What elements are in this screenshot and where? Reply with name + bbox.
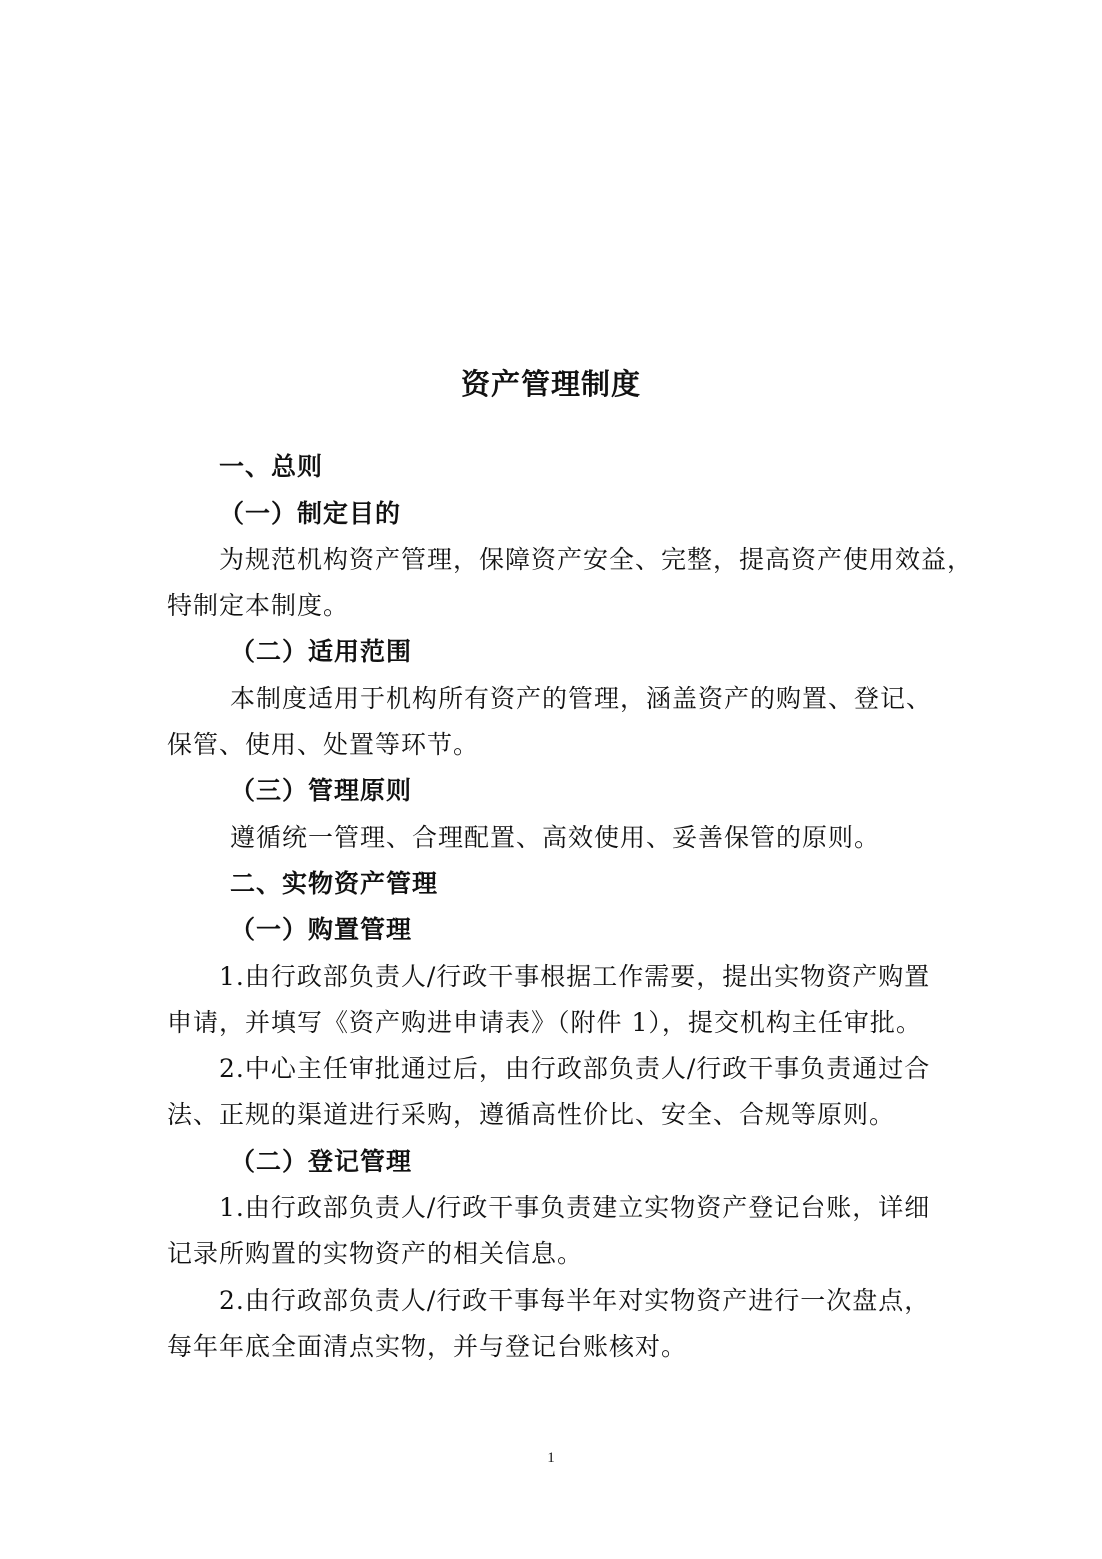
paragraph-line: 法、正规的渠道进行采购，遵循高性价比、安全、合规等原则。 — [167, 1100, 896, 1129]
subsection-heading-principles: （三）管理原则 — [230, 776, 413, 805]
paragraph-line: 保管、使用、处置等环节。 — [167, 730, 480, 759]
section-heading-physical-assets: 二、实物资产管理 — [230, 869, 439, 898]
paragraph-line: 申请，并填写《资产购进申请表》（附件 1），提交机构主任审批。 — [167, 1008, 922, 1037]
subsection-heading-registration: （二）登记管理 — [230, 1147, 413, 1176]
paragraph-line: 每年年底全面清点实物，并与登记台账核对。 — [167, 1332, 688, 1361]
subsection-heading-scope: （二）适用范围 — [230, 637, 413, 666]
paragraph-line: 特制定本制度。 — [167, 591, 350, 620]
section-heading-general: 一、总则 — [219, 452, 324, 481]
paragraph-line: 本制度适用于机构所有资产的管理，涵盖资产的购置、登记、 — [230, 684, 933, 713]
paragraph-line: 1.由行政部负责人/行政干事负责建立实物资产登记台账，详细 — [219, 1193, 931, 1222]
subsection-heading-purchase: （一）购置管理 — [230, 915, 413, 944]
paragraph-line: 1.由行政部负责人/行政干事根据工作需要，提出实物资产购置 — [219, 962, 931, 991]
paragraph-line: 2.中心主任审批通过后，由行政部负责人/行政干事负责通过合 — [219, 1054, 931, 1083]
page-number: 1 — [547, 1450, 555, 1466]
paragraph-line: 遵循统一管理、合理配置、高效使用、妥善保管的原则。 — [230, 823, 881, 852]
subsection-heading-purpose: （一）制定目的 — [219, 499, 402, 528]
paragraph-line: 记录所购置的实物资产的相关信息。 — [167, 1239, 584, 1268]
paragraph-line: 为规范机构资产管理，保障资产安全、完整，提高资产使用效益， — [219, 545, 974, 574]
paragraph-line: 2.由行政部负责人/行政干事每半年对实物资产进行一次盘点， — [219, 1286, 931, 1315]
document-title: 资产管理制度 — [460, 367, 641, 401]
